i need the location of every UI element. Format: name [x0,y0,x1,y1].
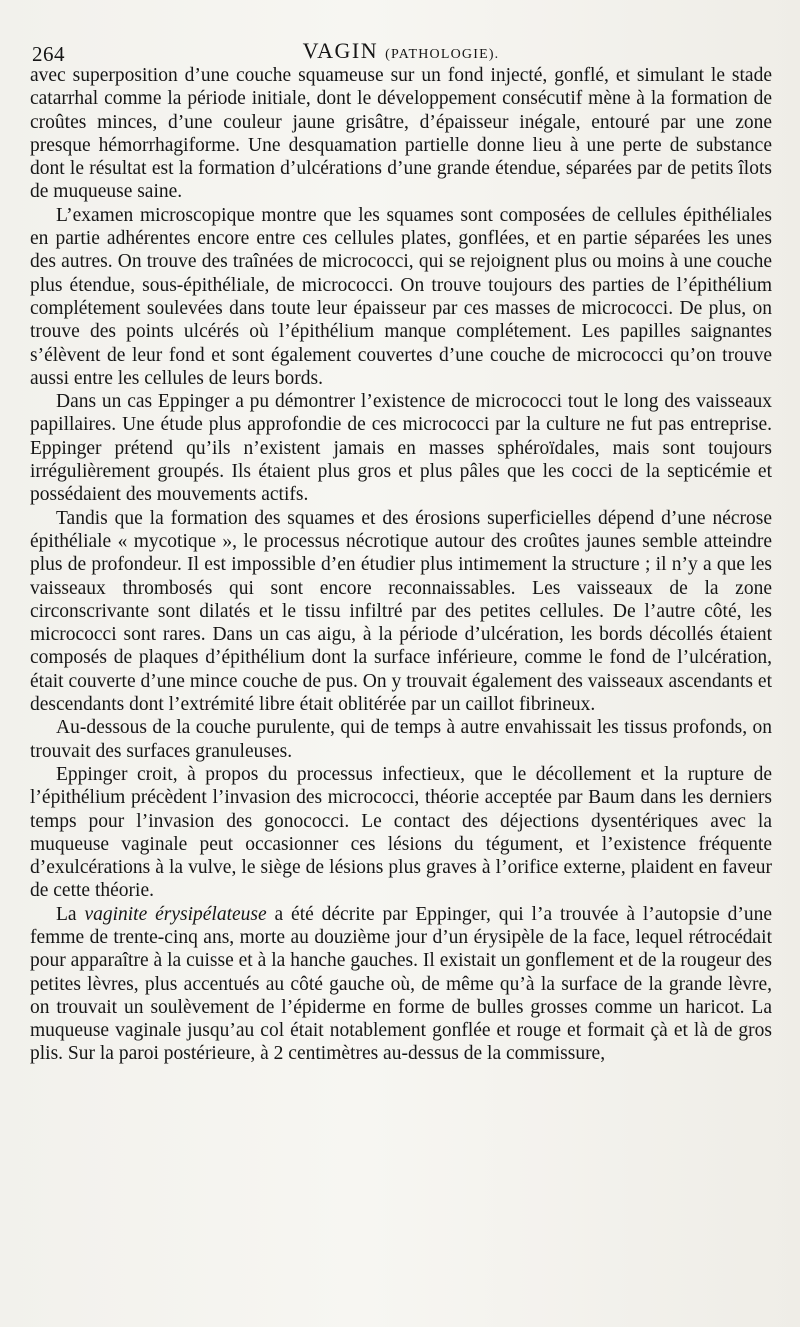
paragraph-5: Au-dessous de la couche purulente, qui de temps à autre envahissait les tissus profonds, on trouvait des surfaces granuleuses. [30,717,772,762]
paragraph-7-emphasis: vaginite érysipélateuse [84,903,267,925]
running-head-subtitle: (PATHOLOGIE). [385,47,500,62]
paragraph-2: L’examen microscopique montre que les squames sont composées de cellules épithéliales en partie adhérentes encore entre ces cellules plates, gonflées, et en partie séparées les unes des autres. On trouve des traînées de micrococci, qui se rejoignent plus ou moins à une couche plus étendue, sous-épithéliale, de micrococci. On trouve toujours des parties de l’épithélium complétement soulevées dans toute leur épaisseur par ces masses de micrococci. De plus, on trouve des points ulcérés où l’épithélium manque complétement. Les papilles saignantes s’élèvent de leur fond et sont également couvertes d’une couche de micrococci qu’on trouve aussi entre les cellules de leurs bords. [30,204,772,389]
paragraph-6: Eppinger croit, à propos du processus infectieux, que le décollement et la rupture de l’épithélium précèdent l’invasion des micrococci, théorie acceptée par Baum dans les derniers temps pour l’invasion des gonococci. Le contact des déjections dysentériques avec la muqueuse vaginale peut occasionner ces lésions du tégument, et l’existence fréquente d’exulcérations à la vulve, le siège de lésions plus graves à l’orifice externe, plaident en faveur de cette théorie. [30,763,772,902]
page-header [30,28,772,68]
page-number: 264 [32,42,65,66]
paragraph-1: avec superposition d’une couche squameuse sur un fond injecté, gonflé, et simulant le stade catarrhal comme la période initiale, dont le développement consécutif mène à la formation de croûtes minces, d’une couleur jaune grisâtre, d’épaisseur inégale, entouré par une zone presque hémorrhagiforme. Une desquamation partielle donne lieu à une perte de substance dont le résultat est la formation d’ulcérations d’une grande étendue, séparées par de petits îlots de muqueuse saine. [30,65,772,203]
running-head-title: VAGIN [302,38,379,63]
running-head [30,38,772,64]
paragraph-3: Dans un cas Eppinger a pu démontrer l’existence de micrococci tout le long des vaisseaux papillaires. Une étude plus approfondie de ces micrococci par la culture ne fut pas entreprise. Eppinger prétend qu’ils n’existent jamais en masses sphéroïdales, mais sont toujours irrégulièrement groupés. Ils étaient plus gros et plus pâles que les cocci de la septicémie et possédaient des mouvements actifs. [30,391,772,506]
paragraph-7 [30,903,772,1066]
page-content [30,64,772,1066]
paragraph-4: Tandis que la formation des squames et des érosions superficielles dépend d’une nécrose épithéliale « mycotique », le processus nécrotique autour des croûtes jaunes semble atteindre plus de profondeur. Il est impossible d’en étudier plus intimement la structure ; il n’y a que les vaisseaux thrombosés qui sont encore reconnaissables. Les vaisseaux de la zone circonscrivante sont dilatés et le tissu infiltré par des petites cellules. De l’autre côté, les micrococci sont rares. Dans un cas aigu, à la période d’ulcération, les bords décollés étaient composés de plaques d’épithélium dont la surface inférieure, comme le fond de l’ulcération, était couverte d’une mince couche de pus. On y trouvait également des vaisseaux ascendants et descendants dont l’extrémité libre était oblitérée par un caillot fibrineux. [30,507,772,716]
paragraph-7-lead: La [56,903,85,925]
paragraph-7-body: a été décrite par Eppinger, qui l’a trouvée à l’autopsie d’une femme de trente-cinq ans, morte au douzième jour d’un érysipèle de la face, lequel rétrocédait pour apparaître à la cuisse et à la hanche gauches. Il existait un gonflement et de la rougeur des petites lèvres, plus accentués au côté gauche où, de même qu’à la surface de la grande lèvre, on trouvait un soulèvement de l’épiderme en forme de bulles grosses comme un haricot. La muqueuse vaginale jusqu’au col était notablement gonflée et rouge et formait çà et là de gros plis. Sur la paroi postérieure, à 2 centimètres au-dessus de la commissure, [30,903,772,1065]
